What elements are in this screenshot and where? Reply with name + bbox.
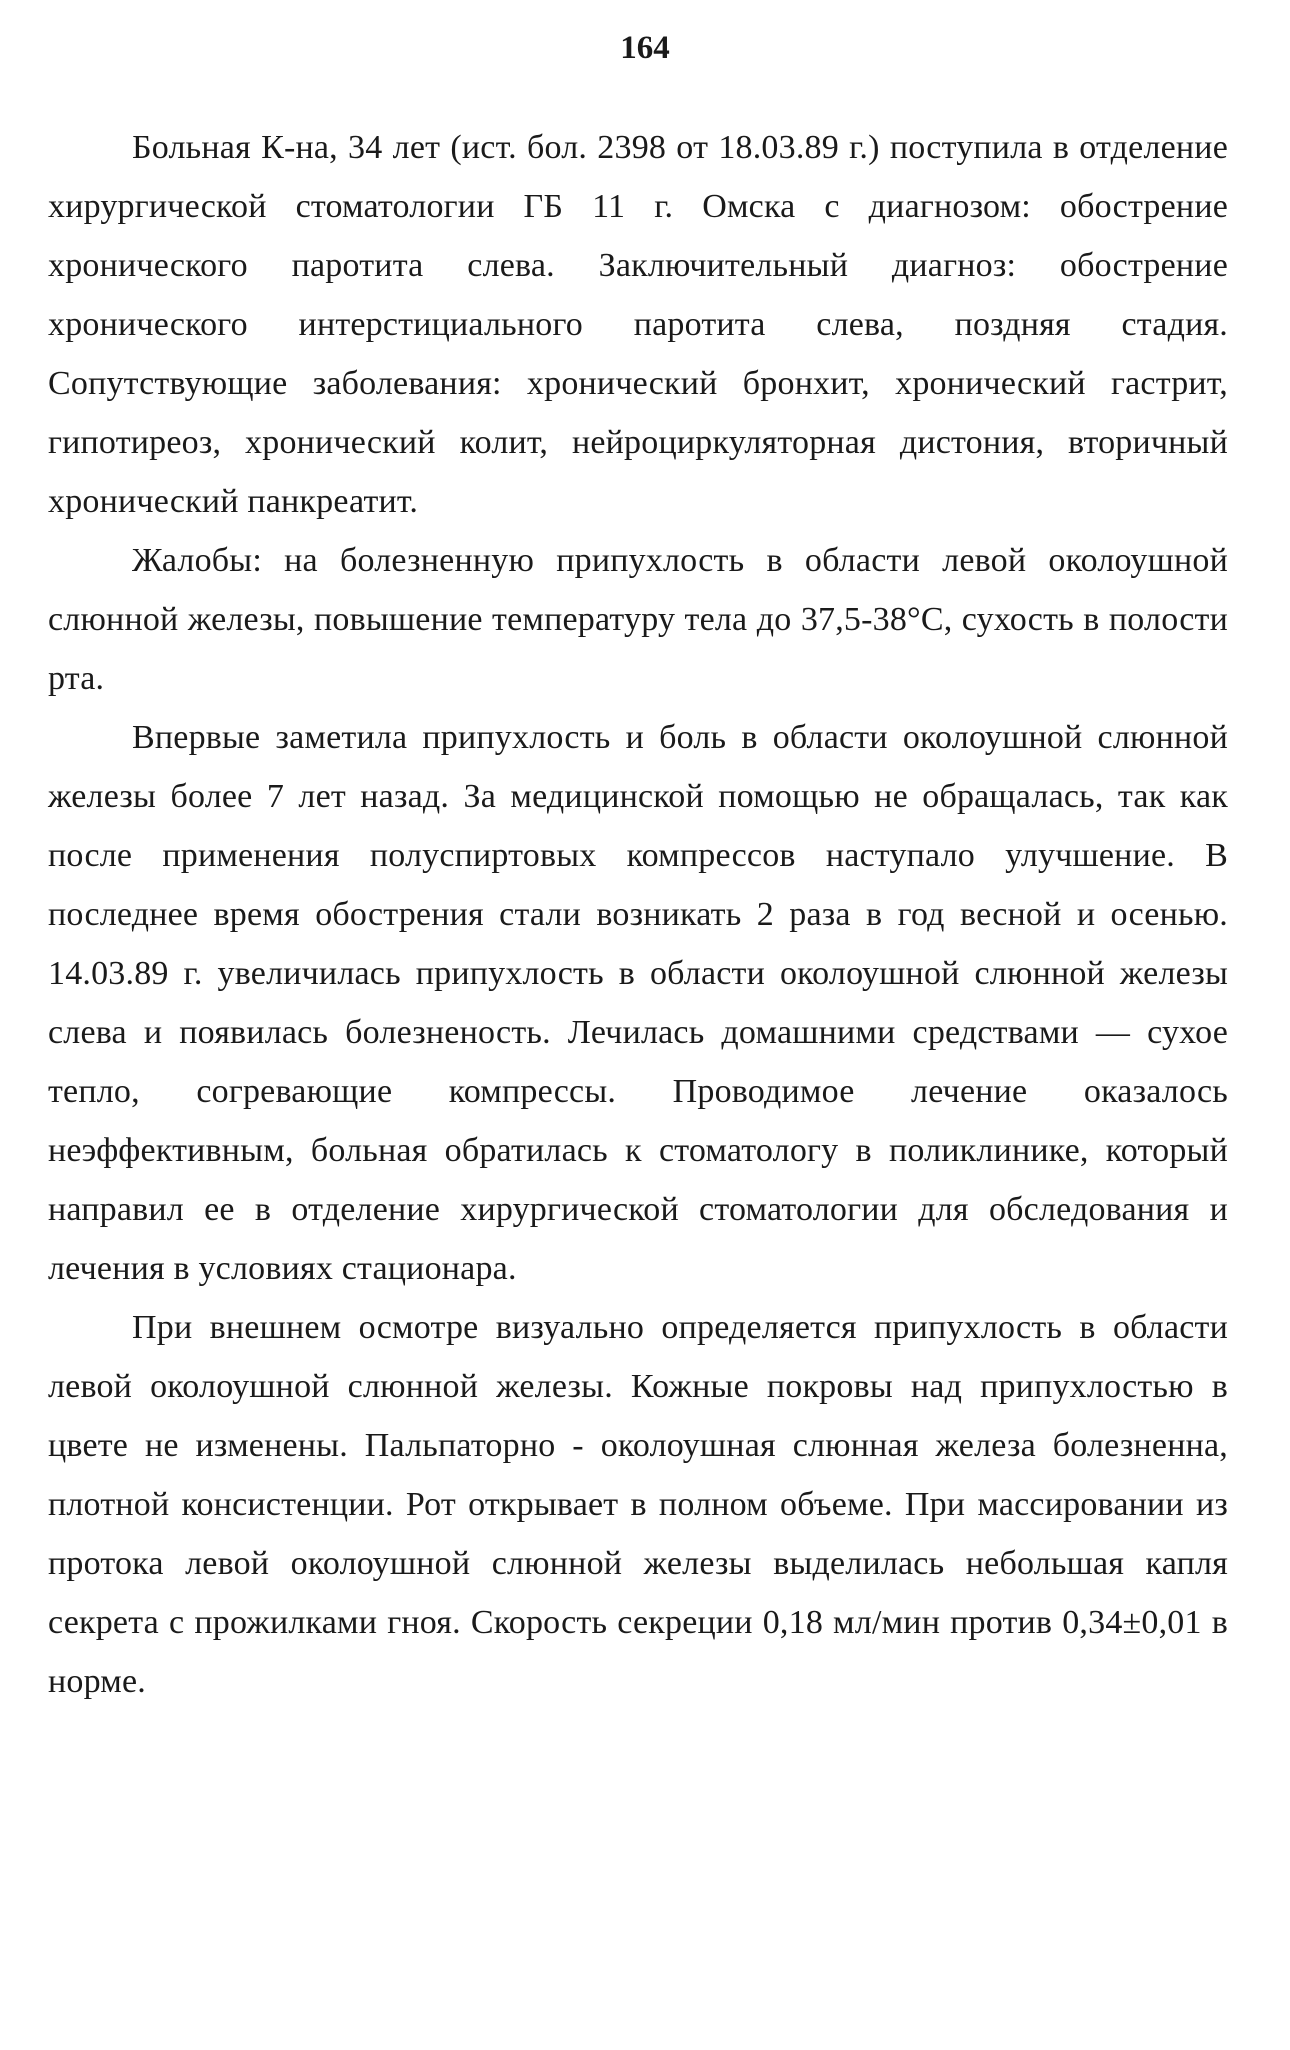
paragraph-examination: При внешнем осмотре визуально определяется припухлость в области левой околоушной слюнной железы. Кожные покровы над припухлостью в цвете не изменены. Пальпаторно - околоушная слюнная железа болезненна, плотной консистенции. Рот открывает в полном объеме. При массировании из протока левой околоушной слюнной железы выделилась небольшая капля секрета с прожилками гноя. Скорость секреции 0,18 мл/мин против 0,34±0,01 в норме.: [48, 1309, 1228, 1700]
paragraph-anamnesis: Впервые заметила припухлость и боль в области околоушной слюнной железы более 7 лет назад. За медицинской помощью не обращалась, так как после применения полуспиртовых компрессов наступало улучшение. В последнее время обострения стали возникать 2 раза в год весной и осенью. 14.03.89 г. увеличилась припухлость в области околоушной слюнной железы слева и появилась болезненость. Лечилась домашними средствами — сухое тепло, согревающие компрессы. Проводимое лечение оказалось неэффективным, больная обратилась к стоматологу в поликлинике, который направил ее в отделение хирургической стоматологии для обследования и лечения в условиях стационара.: [48, 719, 1228, 1287]
paragraph-complaints: Жалобы: на болезненную припухлость в области левой околоушной слюнной железы, повышение температуру тела до 37,5-38°С, сухость в полости рта.: [48, 542, 1228, 697]
page-number: 164: [620, 30, 670, 66]
paragraph-patient-admission: Больная К-на, 34 лет (ист. бол. 2398 от 18.03.89 г.) поступила в отделение хирургической стоматологии ГБ 11 г. Омска с диагнозом: обострение хронического паротита слева. Заключительный диагноз: обострение хронического интерстициального паротита слева, поздняя стадия. Сопутствующие заболевания: хронический бронхит, хронический гастрит, гипотиреоз, хронический колит, нейроциркуляторная дистония, вторичный хронический панкреатит.: [48, 129, 1228, 520]
document-body: [48, 118, 1228, 1711]
